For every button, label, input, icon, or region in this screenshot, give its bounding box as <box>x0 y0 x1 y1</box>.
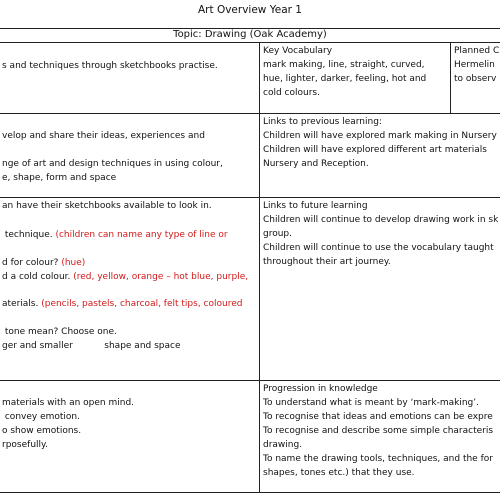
progression-line: To name the drawing tools, techniques, and the for <box>263 454 493 464</box>
question-line: d a cold colour. (red, yellow, orange – hot blue, purple, <box>2 272 249 282</box>
row-divider <box>0 42 500 43</box>
future-learning-line: throughout their art journey. <box>263 257 391 267</box>
column-divider <box>259 42 260 493</box>
skills-line: materials with an open mind. <box>2 398 135 408</box>
previous-learning-heading: Links to previous learning: <box>263 117 382 127</box>
progression-heading: Progression in knowledge <box>263 384 378 394</box>
skills-line: rposefully. <box>2 440 48 450</box>
progression-line: To understand what is meant by ‘mark-making’. <box>263 398 479 408</box>
planned-line: Planned C <box>454 46 500 56</box>
previous-learning-line: Children will have explored mark making in Nursery <box>263 131 497 141</box>
nc-line: e, shape, form and space <box>2 173 117 183</box>
nc-line: velop and share their ideas, experiences and <box>2 131 205 141</box>
progression-line: To recognise and describe some simple characteris <box>263 426 494 436</box>
question-line: d for colour? (hue) <box>2 258 86 268</box>
vocab-line: cold colours. <box>263 88 320 98</box>
topic-header: Topic: Drawing (Oak Academy) <box>173 29 327 40</box>
future-learning-line: Children will continue to use the vocabulary taught <box>263 243 494 253</box>
planned-line: Hermelin <box>454 60 495 70</box>
planned-line: to observ <box>454 74 497 84</box>
question-line: ger and smaller shape and space <box>2 341 181 351</box>
objectives-text: s and techniques through sketchbooks practise. <box>2 61 218 71</box>
row-divider <box>0 380 500 381</box>
progression-line: shapes, tones etc.) that they use. <box>263 468 415 478</box>
question-line: aterials. (pencils, pastels, charcoal, felt tips, coloured <box>2 299 243 309</box>
previous-learning-line: Children will have explored different art materials <box>263 145 487 155</box>
question-line: technique. (children can name any type of line or <box>2 230 228 240</box>
progression-line: drawing. <box>263 440 303 450</box>
future-learning-line: Children will continue to develop drawing work in sk <box>263 215 499 225</box>
vocab-line: hue, lighter, darker, feeling, hot and <box>263 74 427 84</box>
future-learning-line: group. <box>263 229 292 239</box>
progression-line: To recognise that ideas and emotions can be expre <box>263 412 493 422</box>
nc-line: nge of art and design techniques in using colour, <box>2 159 223 169</box>
question-line: tone mean? Choose one. <box>2 327 117 337</box>
key-vocabulary-heading: Key Vocabulary <box>263 46 333 56</box>
page-title: Art Overview Year 1 <box>198 4 302 16</box>
skills-line: convey emotion. <box>2 412 80 422</box>
row-divider <box>0 113 500 114</box>
row-divider <box>0 197 500 198</box>
future-learning-heading: Links to future learning <box>263 201 368 211</box>
table-bottom-border <box>0 492 500 493</box>
previous-learning-line: Nursery and Reception. <box>263 159 369 169</box>
column-divider <box>450 42 451 114</box>
question-line: an have their sketchbooks available to look in. <box>2 201 212 211</box>
vocab-line: mark making, line, straight, curved, <box>263 60 425 70</box>
skills-line: o show emotions. <box>2 426 82 436</box>
